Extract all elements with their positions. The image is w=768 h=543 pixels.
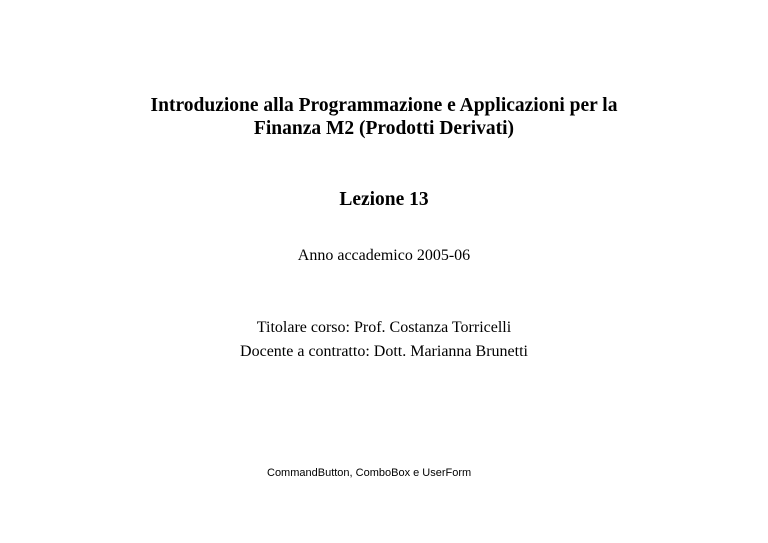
title-line-2: Finanza M2 (Prodotti Derivati) xyxy=(253,118,515,139)
title-line-1: Introduzione alla Programmazione e Applicazioni per la xyxy=(150,95,618,116)
lesson-heading: Lezione 13 xyxy=(339,189,429,210)
lesson-topic: CommandButton, ComboBox e UserForm xyxy=(267,467,472,479)
instructors-block xyxy=(0,316,768,364)
document-title xyxy=(0,94,768,140)
contract-lecturer: Docente a contratto: Dott. Marianna Brunetti xyxy=(240,343,528,360)
course-holder: Titolare corso: Prof. Costanza Torricelli xyxy=(256,319,512,336)
academic-year: Anno accademico 2005-06 xyxy=(297,247,471,264)
